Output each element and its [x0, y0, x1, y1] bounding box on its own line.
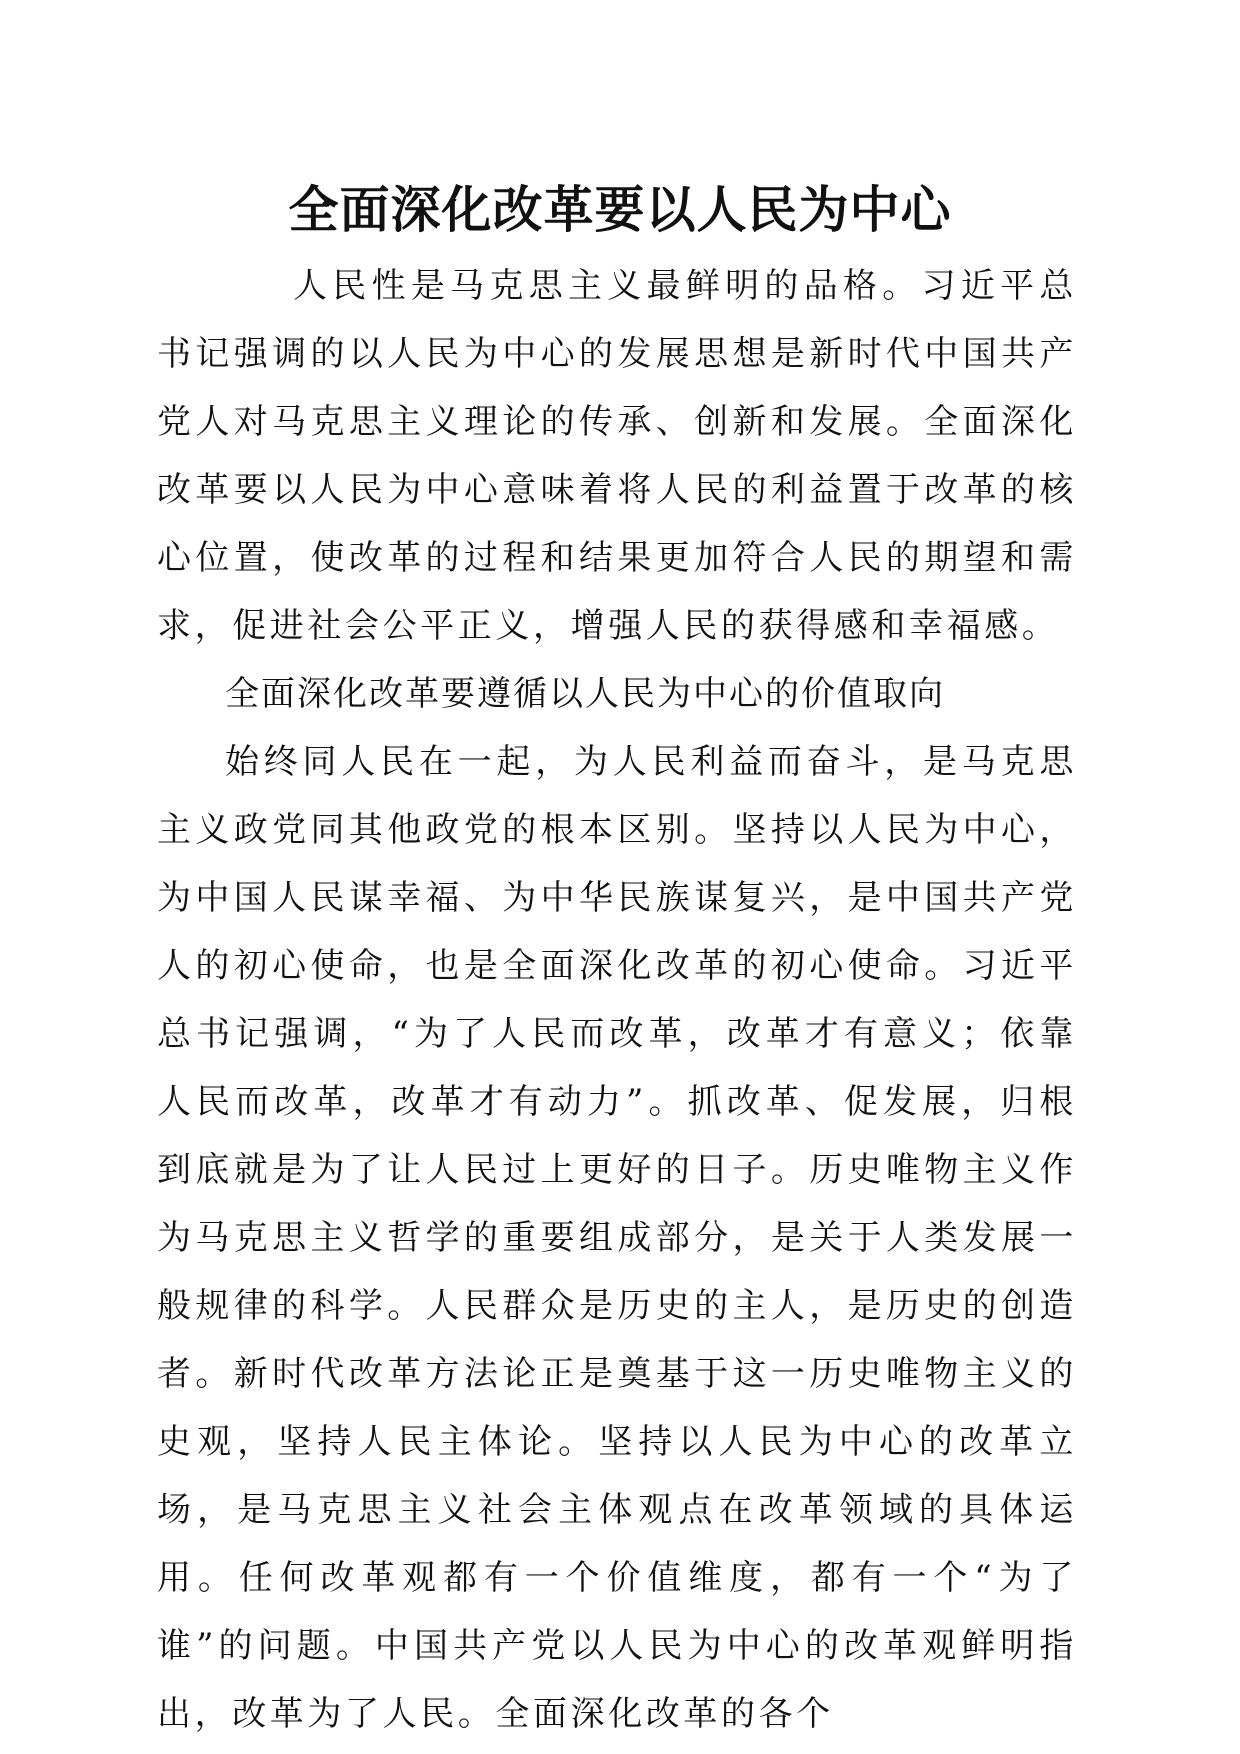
document-body — [157, 252, 1077, 1748]
intro-paragraph: 人民性是马克思主义最鲜明的品格。习近平总书记强调的以人民为中心的发展思想是新时代中国共产党人对马克思主义理论的传承、创新和发展。全面深化改革要以人民为中心意味着将人民的利益置于改革的核心位置，使改革的过程和结果更加符合人民的期望和需求，促进社会公平正义，增强人民的获得感和幸福感。 — [157, 266, 1077, 646]
document-title: 全面深化改革要以人民为中心 — [288, 180, 952, 239]
section-heading: 全面深化改革要遵循以人民为中心的价值取向 — [225, 674, 945, 714]
body-paragraph: 始终同人民在一起，为人民利益而奋斗，是马克思主义政党同其他政党的根本区别。坚持以人民为中心，为中国人民谋幸福、为中华民族谋复兴，是中国共产党人的初心使命，也是全面深化改革的初心使命。习近平总书记强调，“为了人民而改革，改革才有意义；依靠人民而改革，改革才有动力”。抓改革、促发展，归根到底就是为了让人民过上更好的日子。历史唯物主义作为马克思主义哲学的重要组成部分，是关于人类发展一般规律的科学。人民群众是历史的主人，是历史的创造者。新时代改革方法论正是奠基于这一历史唯物主义的史观，坚持人民主体论。坚持以人民为中心的改革立场，是马克思主义社会主体观点在改革领域的具体运用。任何改革观都有一个价值维度，都有一个“为了谁”的问题。中国共产党以人民为中心的改革观鲜明指出，改革为了人民。全面深化改革的各个 — [157, 742, 1077, 1734]
